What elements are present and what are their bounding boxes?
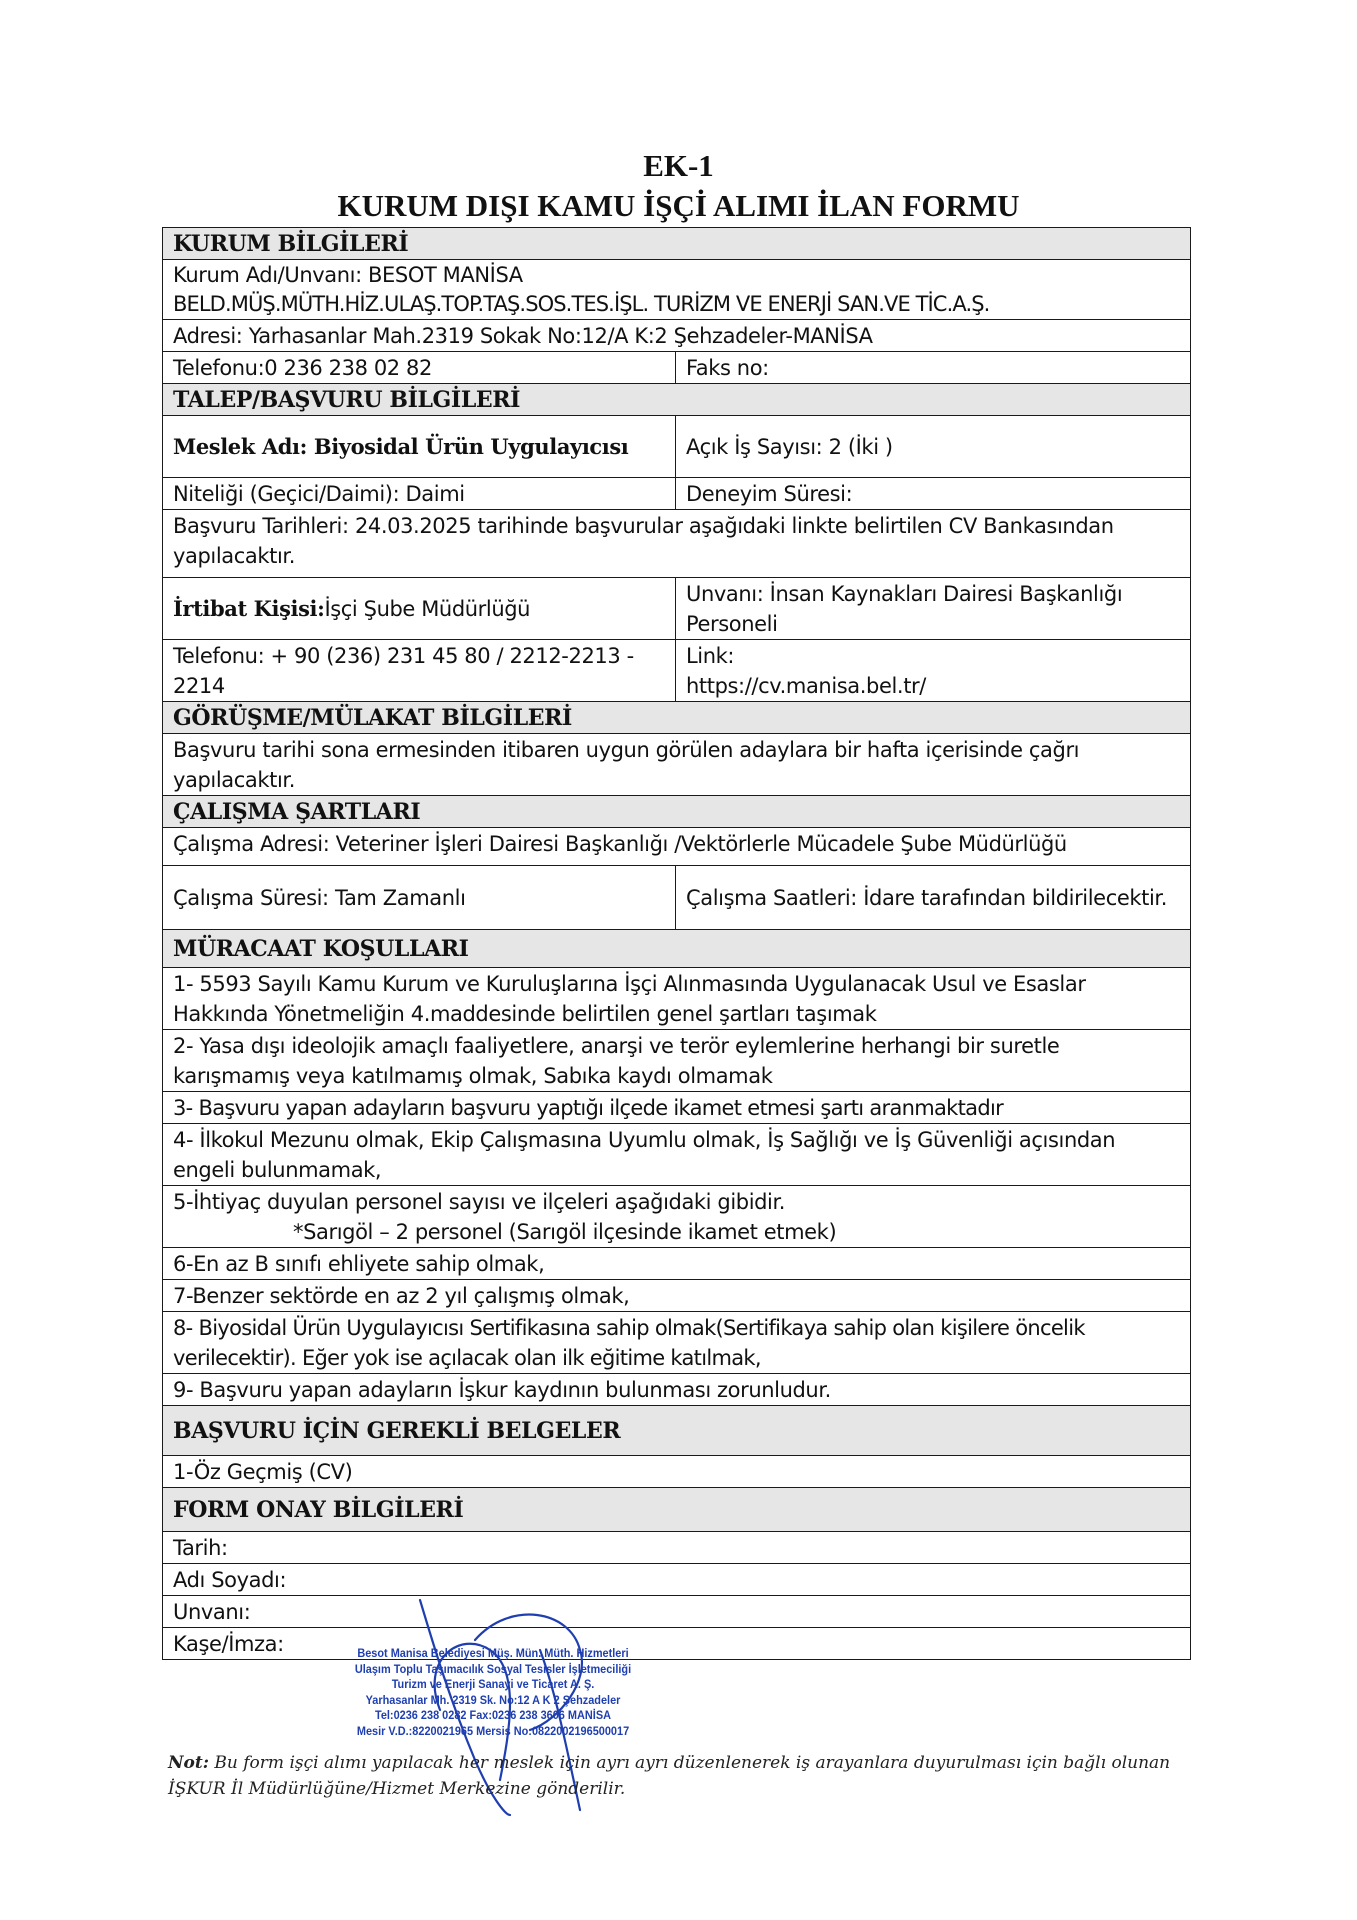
annex-label: EK-1 xyxy=(643,148,714,183)
irtibat-unvani: Unvanı: İnsan Kaynakları Dairesi Başkanlığı Personeli xyxy=(676,578,1191,640)
condition-item-5 xyxy=(163,1186,1191,1248)
kurum-address: Adresi: Yarhasanlar Mah.2319 Sokak No:12/A K:2 Şehzadeler-MANİSA xyxy=(163,320,1191,352)
stamp-line: Ulaşım Toplu Taşımacılık Sosyal Tesisler İşletmeciliği xyxy=(354,1663,632,1676)
link-label: Link: xyxy=(686,644,735,668)
company-stamp xyxy=(341,1647,645,1740)
stamp-line: Tel:0236 238 0282 Fax:0236 238 3606 MANİSA xyxy=(374,1710,612,1722)
onay-unvani: Unvanı: xyxy=(163,1596,1191,1628)
section-calisma-sartlari: ÇALIŞMA ŞARTLARI xyxy=(163,796,1191,828)
section-kurum-bilgileri: KURUM BİLGİLERİ xyxy=(163,228,1191,260)
section-gorusme-mulakat: GÖRÜŞME/MÜLAKAT BİLGİLERİ xyxy=(163,702,1191,734)
calisma-saatleri: Çalışma Saatleri: İdare tarafından bildirilecektir. xyxy=(676,866,1191,930)
irtibat-kisisi xyxy=(163,578,676,640)
kurum-phone: Telefonu:0 236 238 02 82 xyxy=(163,352,676,384)
kurum-name-line1: Kurum Adı/Unvanı: BESOT MANİSA xyxy=(173,263,523,287)
irtibat-telefonu: Telefonu: + 90 (236) 231 45 80 / 2212-2213 - 2214 xyxy=(163,640,676,702)
calisma-adresi: Çalışma Adresi: Veteriner İşleri Dairesi Başkanlığı /Vektörlerle Mücadele Şube Müdürlüğü xyxy=(163,828,1191,866)
condition-item: 9- Başvuru yapan adayların İşkur kaydının bulunması zorunludur. xyxy=(163,1374,1191,1406)
niteligi: Niteliği (Geçici/Daimi): Daimi xyxy=(163,478,676,510)
onay-kase-imza: Kaşe/İmza: xyxy=(163,1628,1191,1660)
condition-item-5-sub: *Sarıgöl – 2 personel (Sarıgöl ilçesinde ikamet etmek) xyxy=(293,1220,837,1244)
condition-item: 4- İlkokul Mezunu olmak, Ekip Çalışmasına Uyumlu olmak, İş Sağlığı ve İş Güvenliği açısından engeli bulunmamak, xyxy=(163,1124,1191,1186)
footer-note xyxy=(168,1750,1208,1802)
kurum-name xyxy=(163,260,1191,320)
note-label: Not: xyxy=(168,1753,210,1773)
basvuru-tarihleri: Başvuru Tarihleri: 24.03.2025 tarihinde başvurular aşağıdaki linkte belirtilen CV Bankasından yapılacaktır. xyxy=(163,510,1191,578)
onay-adi-soyadi: Adı Soyadı: xyxy=(163,1564,1191,1596)
section-gerekli-belgeler: BAŞVURU İÇİN GEREKLİ BELGELER xyxy=(163,1406,1191,1456)
form-title: KURUM DIŞI KAMU İŞÇİ ALIMI İLAN FORMU xyxy=(337,188,1020,223)
irtibat-value: İşçi Şube Müdürlüğü xyxy=(324,597,531,621)
cv-link xyxy=(676,640,1191,702)
document-item: 1-Öz Geçmiş (CV) xyxy=(163,1456,1191,1488)
gorusme-text: Başvuru tarihi sona ermesinden itibaren uygun görülen adaylara bir hafta içerisinde çağrı yapılacaktır. xyxy=(163,734,1191,796)
section-talep-basvuru: TALEP/BAŞVURU BİLGİLERİ xyxy=(163,384,1191,416)
deneyim-suresi: Deneyim Süresi: xyxy=(676,478,1191,510)
irtibat-label: İrtibat Kişisi: xyxy=(173,596,325,621)
condition-item: 8- Biyosidal Ürün Uygulayıcısı Sertifikasına sahip olmak(Sertifikaya sahip olan kişilere öncelik verilecektir). Eğer yok ise açılacak olan ilk eğitime katılmak, xyxy=(163,1312,1191,1374)
job-posting-form-table xyxy=(162,227,1191,1660)
acik-is-sayisi: Açık İş Sayısı: 2 (İki ) xyxy=(676,416,1191,478)
stamp-line: Turizm ve Enerji Sanayi ve Ticaret A. Ş. xyxy=(391,1679,595,1691)
condition-item: 6-En az B sınıfı ehliyete sahip olmak, xyxy=(163,1248,1191,1280)
meslek-adi: Meslek Adı: Biyosidal Ürün Uygulayıcısı xyxy=(163,416,676,478)
kurum-fax: Faks no: xyxy=(676,352,1191,384)
note-text: Bu form işçi alımı yapılacak her meslek için ayrı ayrı düzenlenerek iş arayanlara duyurulması için bağlı olunan İŞKUR İl Müdürlüğüne/Hizmet Merkezine gönderilir. xyxy=(168,1753,1171,1799)
section-form-onay: FORM ONAY BİLGİLERİ xyxy=(163,1488,1191,1532)
stamp-line: Yarhasanlar Mh. 2319 Sk. No:12 A K 2 Şehzadeler xyxy=(365,1694,621,1707)
kurum-name-line2: BELD.MÜŞ.MÜTH.HİZ.ULAŞ.TOP.TAŞ.SOS.TES.İŞL. TURİZM VE ENERJİ SAN.VE TİC.A.Ş. xyxy=(173,292,990,316)
condition-item: 3- Başvuru yapan adayların başvuru yaptığı ilçede ikamet etmesi şartı aranmaktadır xyxy=(163,1092,1191,1124)
condition-item: 7-Benzer sektörde en az 2 yıl çalışmış olmak, xyxy=(163,1280,1191,1312)
stamp-line: Besot Manisa Belediyesi Müş. Mün. Müth. Hizmetleri xyxy=(357,1648,629,1660)
condition-item-5-text: 5-İhtiyaç duyulan personel sayısı ve ilçeleri aşağıdaki gibidir. xyxy=(173,1190,786,1214)
condition-item: 2- Yasa dışı ideolojik amaçlı faaliyetlere, anarşi ve terör eylemlerine herhangi bir suretle karışmamış veya katılmamış olmak, Sabıka kaydı olmamak xyxy=(163,1030,1191,1092)
condition-item: 1- 5593 Sayılı Kamu Kurum ve Kuruluşlarına İşçi Alınmasında Uygulanacak Usul ve Esaslar Hakkında Yönetmeliğin 4.maddesinde belirtilen genel şartları taşımak xyxy=(163,968,1191,1030)
stamp-line: Mesir V.D.:8220021965 Mersis No:0822002196500017 xyxy=(356,1725,630,1738)
section-muracaat-kosullari: MÜRACAAT KOŞULLARI xyxy=(163,930,1191,968)
cv-bank-link[interactable]: https://cv.manisa.bel.tr/ xyxy=(686,674,926,698)
onay-tarih: Tarih: xyxy=(163,1532,1191,1564)
calisma-suresi: Çalışma Süresi: Tam Zamanlı xyxy=(163,866,676,930)
